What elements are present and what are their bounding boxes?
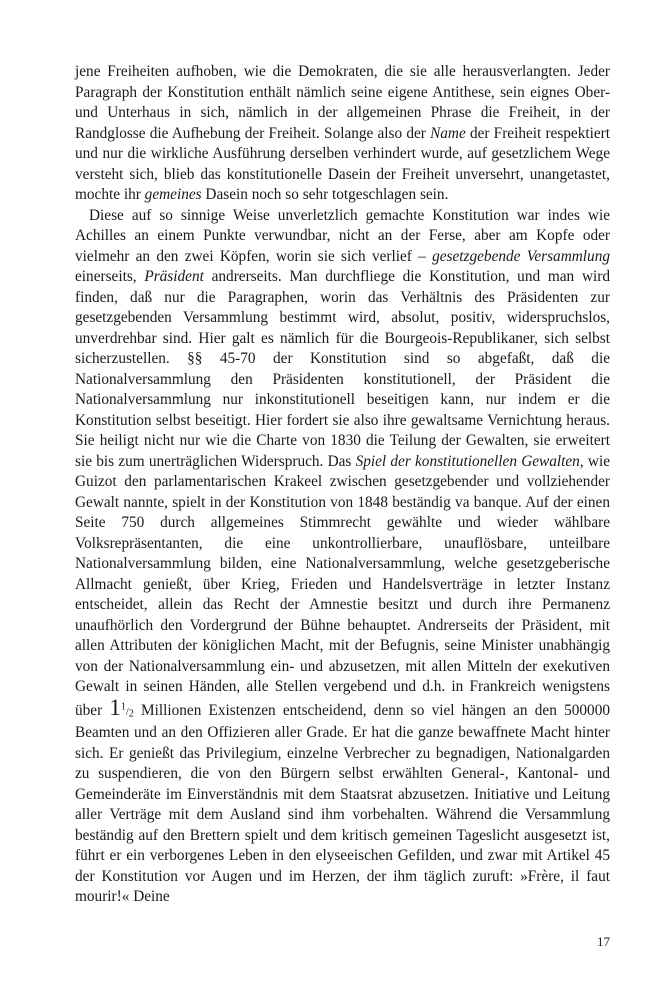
fraction-whole: 1	[109, 694, 121, 720]
paragraph	[75, 206, 610, 908]
text-run: Diese auf so sinnige Weise unverletzlich gemachte Konstitution war indes wie Achilles an einem Punkte verwundbar, nicht an der Ferse, aber am Kopfe oder vielmehr an den zwei Köpfen, worin sie sich verlief –	[75, 206, 610, 265]
paragraph	[75, 62, 610, 206]
italic-text: Präsident	[144, 268, 204, 285]
fraction-numerator: 1	[120, 700, 126, 712]
text-run: Millionen Existenzen entscheidend, denn so viel hängen an den 500000 Beamten und an den Offizieren aller Grade. Er hat die ganze bewaffnete Macht hinter sich. Er genießt das Privilegium, einzelne Verbrecher zu begnadigen, Nationalgarden zu suspendieren, die von den Bürgern selbst erwählten General-, Kantonal- und Gemeinderäte im Einverständnis mit dem Staatsrat abzusetzen. Initiative und Leitung aller Verträge mit dem Ausland sind ihm vorbehalten. Während die Versammlung beständig auf den Brettern spielt und dem kritisch gemeinen Tageslicht ausgesetzt ist, führt er ein verborgenes Leben in den elyseeischen Gefilden, und zwar mit Artikel 45 der Konstitution vor Augen und im Herzen, der ihm täglich zuruft: »Frère, il faut mourir!« Deine	[75, 701, 610, 905]
italic-text: gemeines	[144, 186, 202, 203]
italic-text: gesetzgebende Versammlung	[432, 247, 610, 265]
page-number: 17	[597, 934, 610, 949]
italic-text: Name	[430, 124, 466, 142]
fraction-denominator: 2	[128, 708, 134, 719]
text-run: der Freiheit respektiert und nur die wirkliche Ausführung derselben verhindert wurde, auf gesetzlichem Wege versteht sich, blieb das konstitutionelle Dasein der Freiheit unversehrt, unangetastet, mochte ihr	[75, 124, 611, 203]
text-run: andrerseits. Man durchfliege die Konstitution, und man wird finden, daß nur die Paragraphen, worin das Verhältnis des Präsidenten zur gesetzgebenden Versammlung bestimmt wird, absolut, positiv, widerspruchslos, unverdrehbar sind. Hier galt es nämlich für die Bourgeois-Republikaner, sich selbst sicherzustellen. §§ 45-70 der Konstitution sind so abgefaßt, daß die Nationalversammlung den Präsidenten konstitutionell, der Präsident die Nationalversammlung nur inkonstitutionell beseitigen kann, nur indem er die Konstitution selbst beseitigt. Hier fordert sie also ihre gewaltsame Vernichtung heraus. Sie heiligt nicht nur wie die Charte von 1830 die Teilung der Gewalten, sie erweitert sie bis zum unerträglichen Widerspruch. Das	[75, 268, 610, 470]
text-run: einerseits,	[75, 268, 145, 285]
fraction: $^1/_2$	[120, 700, 134, 719]
page-text	[75, 62, 610, 908]
text-run: jene Freiheiten aufhoben, wie die Demokraten, die sie alle herausverlangten. Jeder Paragraph der Konstitution enthält nämlich seine eigene Antithese, sein eignes Ober- und Unterhaus in sich, nämlich in der allgemeinen Phrase die Freiheit, in der Randglosse die Aufhebung der Freiheit. Solange also der	[75, 63, 610, 142]
text-run: , wie Guizot den parlamentarischen Krakeel zwischen gesetzgebender und vollziehender Gewalt nannte, spielt in der Konstitution von 1848 beständig va banque. Auf der einen Seite 750 durch allgemeines Stimmrecht gewählte und wieder wählbare Volksrepräsentanten, die eine unkontrollierbare, unauflösbare, unteilbare Nationalversammlung bilden, eine Nationalversammlung, welche gesetzgeberische Allmacht genießt, über Krieg, Frieden und Handelsverträge in letzter Instanz entscheidet, allein das Recht der Amnestie besitzt und durch ihre Permanenz unaufhörlich den Vordergrund der Bühne behauptet. Andrerseits der Präsident, mit allen Attributen der königlichen Macht, mit der Befugnis, seine Minister unabhängig von der Nationalversammlung ein- und abzusetzen, mit allen Mitteln der exekutiven Gewalt in seinen Händen, alle Stellen vergebend und d.h. in Frankreich wenigstens über	[75, 452, 610, 719]
italic-text: Spiel der konstitutionellen Gewalten	[355, 452, 580, 470]
text-run: Dasein noch so sehr totgeschlagen sein.	[201, 186, 449, 203]
